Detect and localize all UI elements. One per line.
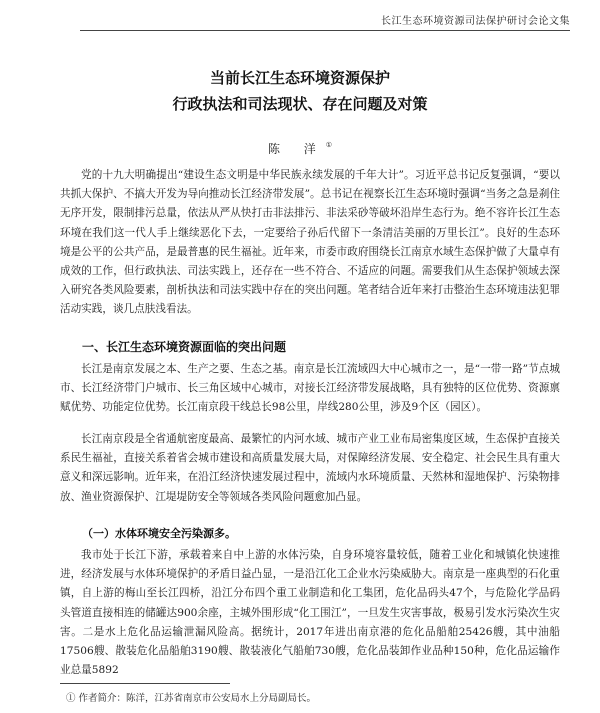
- subsection-heading: （一）水体环境安全污染源多。: [82, 527, 236, 540]
- author-footnote: ① 作者简介：陈洋，江苏省南京市公安局水上分局副局长。: [66, 693, 317, 704]
- paragraph-water-pollution: 我市处于长江下游，承载着来自中上游的水体污染，自身环境容量较低，随着工业化和城镇化快速推进，经济发展与水体环境保护的矛盾日益凸显，一是沿江化工企业水污染威胁大。南京是一座典型的石化重镇，自上游的梅山至长江四桥，沿江分布四个重工业制造和化工集团，危化品码头47个，与危险化学品码头管道直接相连的储罐达900余座，主城外围形成“化工围江”，一旦发生灾害事故，极易引发水污染次生灾害。二是水上危化品运输泄漏风险高。据统计，2017年进出南京港的危化品船舶25426艘，其中油船17506艘、散装危化品船舶3190艘、散装液化气船舶730艘，危化品装卸作业品种150种，危化品运输作业总量5892: [60, 549, 560, 677]
- paragraph-risk-areas: 长江南京段是全省通航密度最高、最繁忙的内河水域、城市产业工业布局密集度区域，生态保护直接关系民生福祉，直接关系着省会城市建设和高质量发展大局，对保障经济发展、安全稳定、社会民生具有重大意义和深远影响。近年来，在沿江经济快速发展过程中，流域内水环境质量、天然林和湿地保护、污染物排放、渔业资源保护、江堤堤防安全等领域各类风险问题愈加凸显。: [60, 433, 560, 503]
- author-name: 陈 洋: [267, 142, 326, 156]
- footnote-rule: [60, 683, 230, 684]
- running-header: 长江生态环境资源司法保护研讨会论文集: [381, 16, 570, 27]
- section-heading: 一、长江生态环境资源面临的突出问题: [82, 340, 287, 354]
- author-footnote-mark: ①: [325, 141, 333, 149]
- header-rule: [80, 30, 570, 31]
- paragraph-intro: 党的十九大明确提出“建设生态文明是中华民族永续发展的千年大计”。习近平总书记反复强调，“要以共抓大保护、不搞大开发为导向推动长江经济带发展”。总书记在视察长江生态环境时强调“当务之急是刹住无序开发，限制排污总量，依法从严从快打击非法排污、非法采砂等破坏沿岸生态行为。绝不容许长江生态环境在我们这一代人手上继续恶化下去，一定要给子孙后代留下一条清洁美丽的万里长江”。良好的生态环境是公平的公共产品，是最普惠的民生福祉。近年来，市委市政府围绕长江南京水域生态保护做了大量卓有成效的工作，但行政执法、司法实践上，还存在一些不符合、不适应的问题。需要我们从生态保护领域去深入研究各类风险要素，剖析执法和司法实践中存在的突出问题。笔者结合近年来打击整治生态环境违法犯罪活动实践，谈几点肤浅看法。: [60, 169, 560, 316]
- article-title-line-2: 行政执法和司法现状、存在问题及对策: [172, 95, 428, 113]
- paragraph-nanjing-overview: 长江是南京发展之本、生产之要、生态之基。南京是长江流域四大中心城市之一，是“一带一路”节点城市、长江经济带门户城市、长三角区域中心城市，对接长江经济带发展战略，具有独特的区位优势、资源禀赋优势、功能定位优势。长江南京段干线总长98公里，岸线280公里，涉及9个区（园区）。: [60, 363, 560, 414]
- article-title-line-1: 当前长江生态环境资源保护: [209, 69, 390, 87]
- author-line: [0, 140, 600, 157]
